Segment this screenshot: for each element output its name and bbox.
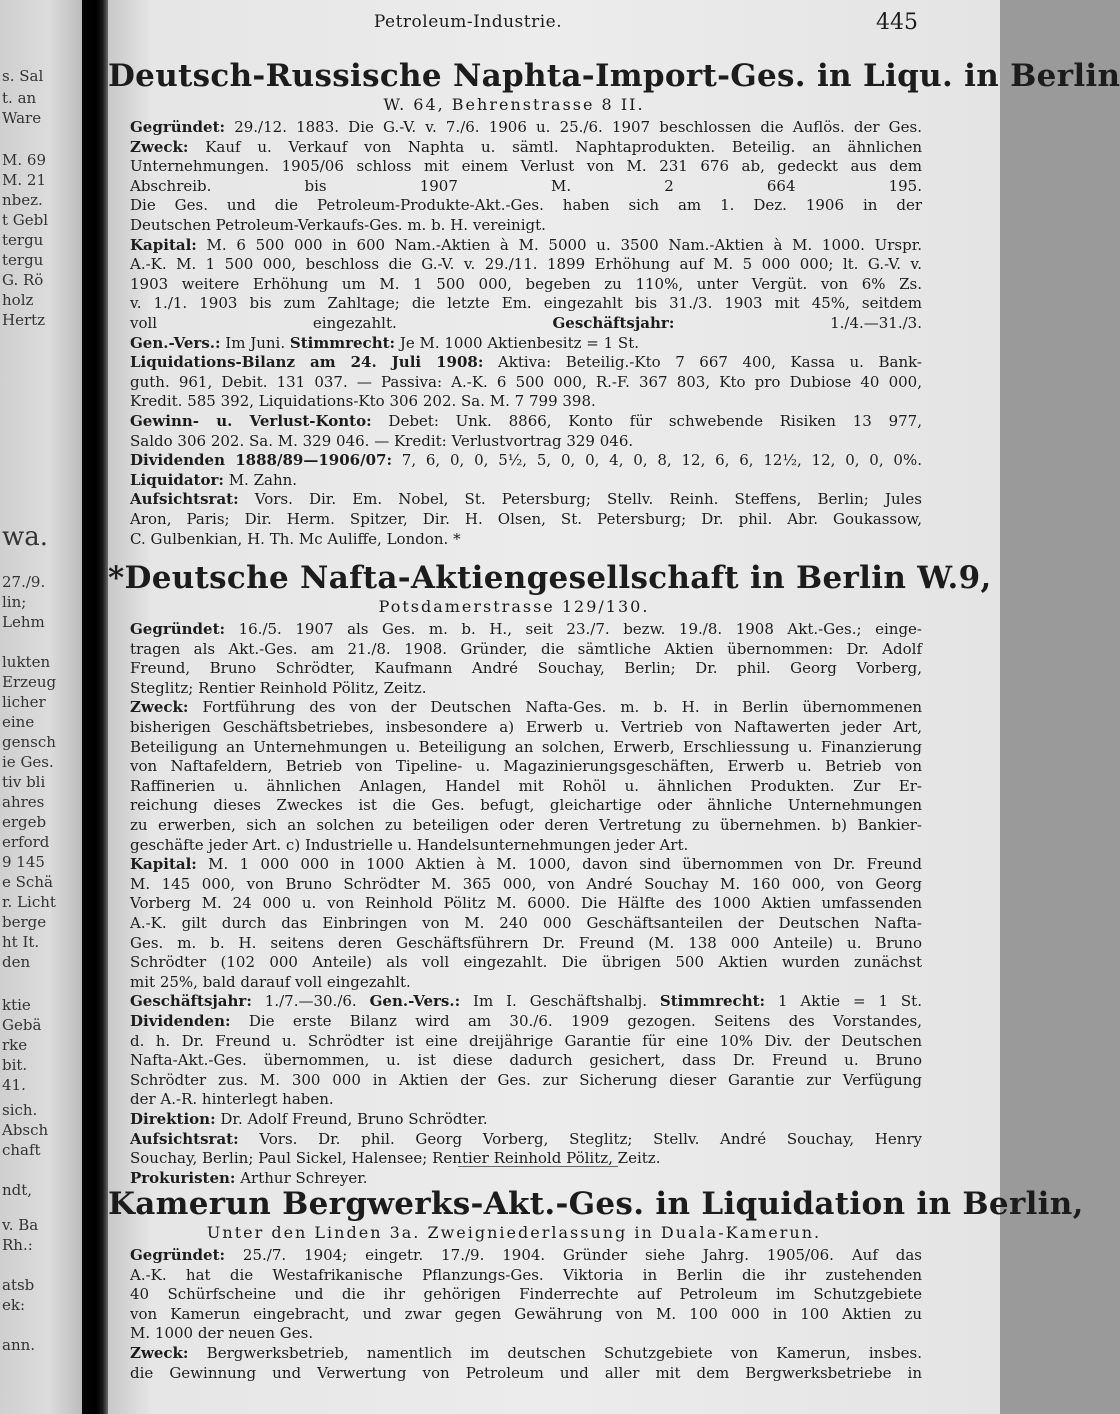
field-text: Ges. m. b. H. seitens deren Geschäftsführern Dr. Freund (M. 138 000 Anteile) u. Bruno [130,933,922,952]
field-text: 25./7. 1904; eingetr. 17./9. 1904. Gründer siehe Jahrg. 1905/06. Auf das [225,1246,922,1264]
left-page-fragment: ht It. [2,933,40,951]
field-label: Kapital: [130,235,197,254]
running-title: Petroleum-Industrie. [373,12,563,32]
field-label: Stimmrecht: [659,992,766,1011]
field-label: Stimmrecht: [289,333,396,352]
field-label: Dividenden 1888/89—1906/07: [130,451,392,470]
left-page-fragment: tergu [2,251,44,269]
text-line [130,757,922,776]
left-page-fragment: ie Ges. [2,753,54,771]
text-line [130,1110,922,1129]
field-text: Saldo 306 202. Sa. M. 329 046. — Kredit: Verlustvortrag 329 046. [130,431,634,450]
field-text: Dr. Adolf Freund, Bruno Schrödter. [215,1110,488,1128]
field-text: 16./5. 1907 als Ges. m. b. H., seit 23./7. bezw. 19./8. 1908 Akt.-Ges.; einge- [225,620,922,638]
field-text: voll eingezahlt. [130,314,397,332]
text-line [130,530,922,549]
field-label: Zweck: [130,1344,189,1362]
text-line [130,679,922,698]
field-text: bisherigen Geschäftsbetriebes, insbesondere a) Erwerb u. Vertrieb von Naftawerten jeder Art, [130,718,922,736]
field-text: 1903 weitere Erhöhung um M. 1 500 000, begeben zu 110%, unter Vergüt. von 6% Zs. [130,274,922,293]
field-text: Vors. Dr. phil. Georg Vorberg, Steglitz; Stellv. André Souchay, Henry [238,1129,922,1148]
field-text: M. 1 000 000 in 1000 Aktien à M. 1000, davon sind übernommen von Dr. Freund [196,855,922,874]
left-page-fragment: holz [2,291,34,309]
field-label: Liquidator: [130,470,224,489]
text-line [130,1324,922,1343]
text-line [130,914,922,933]
text-line [130,777,922,796]
text-line [130,796,922,815]
field-text: Raffinerien u. ähnlichen Anlagen, Handel mit Rohöl u. ähnlichen Produkten. Zur Er- [130,776,922,795]
entry-address: Unter den Linden 3a. Zweigniederlassung in Duala-Kamerun. [206,1223,822,1242]
text-line [130,992,922,1011]
left-page-fragment: Ware [2,109,42,127]
field-text: Aktiva: Beteilig.-Kto 7 667 400, Kassa u. Bank- [483,353,923,372]
left-page-fragment: ktie [2,996,31,1014]
field-label: Gewinn- u. Verlust-Konto: [130,412,372,430]
left-page-fragment: erford [2,833,50,851]
text-line [130,1246,922,1265]
left-page-fragment: r. Licht [2,893,56,911]
field-label: Geschäftsjahr: [130,992,252,1011]
text-line [130,1090,922,1109]
entry-address: Potsdamerstrasse 129/130. [378,597,650,616]
page-number: 445 [876,10,918,35]
text-line [130,196,922,215]
entry-title: Deutsch-Russische Naphta-Import-Ges. in Liqu. in Berlin [108,58,1120,94]
field-label: Aufsichtsrat: [130,1129,239,1148]
field-text: 7, 6, 0, 0, 5½, 5, 0, 0, 4, 0, 8, 12, 6, 6, 12½, 12, 0, 0, 0%. [391,451,922,470]
field-text: Souchay, Berlin; Paul Sickel, Halensee; Rentier Reinhold Pölitz, Zeitz. [130,1149,661,1168]
text-line [130,334,922,353]
field-text: Vorberg M. 24 000 u. von Reinhold Pölitz M. 6000. Die Hälfte des 1000 Aktien umfassenden [130,894,922,913]
text-line [130,314,922,333]
left-page-fragment: 9 145 [2,853,45,871]
left-page-fragment: ndt, [2,1181,33,1199]
field-text: Kauf u. Verkauf von Naphta u. sämtl. Naphtaprodukten. Beteilig. an ähnlichen [188,137,922,156]
text-line [130,471,922,490]
text-line [130,738,922,757]
left-page-fragment: t Gebl [2,211,49,229]
field-text: Nafta-Akt.-Ges. übernommen, u. ist diese dadurch gesichert, dass Dr. Freund u. Bruno [130,1051,922,1070]
text-line [130,816,922,835]
left-page-fragment: v. Ba [2,1216,39,1234]
field-text: Abschreib. bis 1907 M. 2 664 195. [130,176,922,195]
field-label: Gen.-Vers.: [369,992,461,1011]
field-label: Zweck: [130,698,189,717]
text-line [130,1071,922,1090]
field-text: die Gewinnung und Verwertung von Petroleum und aller mit dem Bergwerksbetriebe in [130,1363,922,1382]
text-line [130,216,922,235]
field-text: 1./4.—31./3. [674,314,922,332]
field-text: Freund, Bruno Schrödter, Kaufmann André Souchay, Berlin; Dr. phil. Georg Vorberg, [130,659,922,678]
text-line [130,157,922,176]
field-text: guth. 961, Debit. 131 037. — Passiva: A.-K. 6 500 000, R.-F. 367 803, Kto pro Dubiose 40 000, [130,372,922,391]
text-line [130,1051,922,1070]
field-text: A.-K. M. 1 500 000, beschloss die G.-V. v. 29./11. 1899 Erhöhung auf M. 5 000 000; lt. G.-V. v. [130,255,922,274]
field-label: Prokuristen: [130,1168,236,1187]
left-page-fragment: ann. [2,1336,36,1354]
field-text: von Naftafeldern, Betrieb von Tipeline- u. Magazinierungsgeschäften, Erwerb u. Betrieb von [130,757,922,776]
field-text: tragen als Akt.-Ges. am 21./8. 1908. Gründer, die sämtliche Aktien übernommen: Dr. Adolf [130,639,922,658]
field-text: 1./7.—30./6. [251,992,357,1011]
field-text: Die Ges. und die Petroleum-Produkte-Akt.-Ges. haben sich am 1. Dez. 1906 in der [130,196,922,215]
left-page-fragment: bit. [2,1056,28,1074]
left-page-fragment: M. 69 [2,151,46,169]
text-line [130,1285,922,1304]
left-page-fragment: e Schä [2,873,53,891]
left-page-fragment: wa. [2,522,49,552]
field-text: der A.-R. hinterlegt haben. [130,1090,334,1109]
text-line [130,118,922,137]
text-line [130,698,922,717]
text-line [130,451,922,470]
left-page-fragment: atsb [2,1276,35,1294]
left-page-fragment: t. an [2,89,37,107]
text-line [130,510,922,529]
text-line [130,659,922,678]
field-text: Schrödter (102 000 Anteile) als voll eingezahlt. Die übrigen 500 Aktien wurden zunächst [130,953,922,972]
field-text: Schrödter zus. M. 300 000 in Aktien der Ges. zur Sicherung dieser Garantie zur Verfügung [130,1070,922,1089]
field-text: v. 1./1. 1903 bis zum Zahltage; die letzte Em. eingezahlt bis 31./3. 1903 mit 45%, seitdem [130,294,922,313]
left-page-margin [0,0,82,1414]
left-page-fragment: s. Sal [2,67,44,85]
text-line [130,1130,922,1149]
text-line [130,1364,922,1383]
text-line [130,177,922,196]
text-line [130,934,922,953]
field-text: zu erwerben, sich an solchen zu beteiligen oder deren Vertretung zu übernehmen. b) Bankier- [130,816,922,834]
left-page-fragment: 27./9. [2,573,46,591]
field-text: von Kamerun eingebracht, und zwar gegen Gewährung von M. 100 000 in 100 Aktien zu [130,1304,922,1323]
text-line [130,1344,922,1363]
field-text: Aron, Paris; Dir. Herm. Spitzer, Dir. H. Olsen, St. Petersburg; Dr. phil. Abr. Goukassow, [130,510,922,528]
text-line [130,138,922,157]
text-line [130,255,922,274]
field-text: M. 145 000, von Bruno Schrödter M. 365 000, von André Souchay M. 160 000, von Georg [130,874,922,893]
running-header [108,10,1000,36]
field-text: Beteiligung an Unternehmungen u. Beteiligung an solchen, Erwerb, Erschliessung u. Finanzierung [130,737,922,756]
field-text: geschäfte jeder Art. c) Industrielle u. Handelsunternehmungen jeder Art. [130,835,689,854]
field-text: A.-K. hat die Westafrikanische Pflanzungs-Ges. Viktoria in Berlin die ihr zustehenden [130,1265,922,1284]
field-text: A.-K. gilt durch das Einbringen von M. 240 000 Geschäftsanteilen der Deutschen Nafta- [130,914,922,932]
field-text: M. Zahn. [223,470,298,489]
left-page-fragment: tergu [2,231,44,249]
left-page-fragment: ahres [2,793,45,811]
text-line [130,1266,922,1285]
field-text: Steglitz; Rentier Reinhold Pölitz, Zeitz. [130,678,427,697]
field-label: Aufsichtsrat: [130,490,239,509]
field-text: 29./12. 1883. Die G.-V. v. 7./6. 1906 u. 25./6. 1907 beschlossen die Auflös. der Ges. [225,118,922,136]
field-text: M. 6 500 000 in 600 Nam.-Aktien à M. 5000 u. 3500 Nam.-Aktien à M. 1000. Urspr. [196,235,922,254]
text-line [130,855,922,874]
field-text: Fortführung des von der Deutschen Nafta-Ges. m. b. H. in Berlin übernommenen [188,698,922,717]
left-page-fragment: G. Rö [2,271,44,289]
text-line [130,953,922,972]
field-text: Bergwerksbetrieb, namentlich im deutschen Schutzgebiete von Kamerun, insbes. [188,1344,922,1362]
text-line [130,294,922,313]
field-text: reichung dieses Zweckes ist die Ges. befugt, gleichartige oder ähnliche Unternehmungen [130,796,922,815]
text-line [130,894,922,913]
field-text: M. 1000 der neuen Ges. [130,1324,314,1343]
left-page-fragment: den [2,953,31,971]
left-page-fragment: 41. [2,1076,26,1094]
field-text: Im Juni. [220,333,286,352]
field-text: mit 25%, bald darauf voll eingezahlt. [130,972,411,991]
field-text: 40 Schürfscheine und die ihr gehörigen Finderrechte auf Petroleum im Schutzgebiete [130,1285,922,1304]
field-label: Zweck: [130,137,189,156]
text-line [130,275,922,294]
left-page-fragment: licher [2,693,46,711]
left-page-fragment: Rh.: [2,1236,33,1254]
left-page-fragment: Hertz [2,311,46,329]
field-label: Gegründet: [130,620,226,638]
field-label: Dividenden: [130,1012,231,1030]
entry-title: *Deutsche Nafta-Aktiengesellschaft in Berlin W.9, [108,560,992,596]
field-text: Im I. Geschäftshalbj. [460,992,647,1011]
text-line [130,836,922,855]
text-line [130,620,922,639]
left-page-fragment: ek: [2,1296,26,1314]
field-label: Kapital: [130,855,197,874]
text-line [130,373,922,392]
left-page-fragment: ergeb [2,813,47,831]
text-line [130,432,922,451]
text-line [130,875,922,894]
book-gutter [82,0,108,1414]
left-page-fragment: lukten [2,653,51,671]
field-text: d. h. Dr. Freund u. Schrödter ist eine dreijährige Garantie für eine 10% Div. der Deutschen [130,1031,922,1050]
field-text: Die erste Bilanz wird am 30./6. 1909 gezogen. Seitens des Vorstandes, [230,1012,922,1030]
field-label: Geschäftsjahr: [552,314,675,332]
text-line [130,973,922,992]
document-page [108,0,1120,1414]
field-text: Kredit. 585 392, Liquidations-Kto 306 202. Sa. M. 7 799 398. [130,392,596,411]
field-text: Deutschen Petroleum-Verkaufs-Ges. m. b. H. vereinigt. [130,216,546,234]
field-text: Debet: Unk. 8866, Konto für schwebende Risiken 13 977, [371,412,922,430]
left-page-fragment: berge [2,913,47,931]
entry-address: W. 64, Behrenstrasse 8 II. [383,95,645,114]
left-page-fragment: eine [2,713,35,731]
field-text: C. Gulbenkian, H. Th. Mc Auliffe, London. * [130,529,461,548]
left-page-fragment: rke [2,1036,28,1054]
left-page-fragment: nbez. [2,191,43,209]
text-line [130,718,922,737]
left-page-fragment: lin; [2,593,27,611]
left-page-fragment: Absch [2,1121,49,1139]
left-page-fragment: sich. [2,1101,38,1119]
field-label: Liquidations-Bilanz am 24. Juli 1908: [130,353,484,372]
left-page-fragment: chaft [2,1141,41,1159]
field-text: Vors. Dir. Em. Nobel, St. Petersburg; Stellv. Reinh. Steffens, Berlin; Jules [238,490,922,509]
text-line [130,392,922,411]
text-line [130,1305,922,1324]
text-line [130,640,922,659]
text-line [130,353,922,372]
text-line [130,1032,922,1051]
field-text: Je M. 1000 Aktienbesitz = 1 St. [395,333,640,352]
left-page-fragment: tiv bli [2,773,46,791]
text-line [130,1012,922,1031]
left-page-fragment: gensch [2,733,56,751]
text-line [130,412,922,431]
left-page-fragment: Erzeug [2,673,57,691]
field-label: Gegründet: [130,118,226,136]
field-label: Direktion: [130,1110,216,1128]
text-line [130,490,922,509]
left-page-fragment: Lehm [2,613,45,631]
field-text: Arthur Schreyer. [235,1168,368,1187]
left-page-fragment: M. 21 [2,171,46,189]
left-page-fragment: Gebä [2,1016,42,1034]
field-label: Gegründet: [130,1246,226,1264]
entry-title: Kamerun Bergwerks-Akt.-Ges. in Liquidation in Berlin, [108,1186,1084,1222]
section-divider [458,1166,618,1167]
field-label: Gen.-Vers.: [130,333,221,352]
field-text: 1 Aktie = 1 St. [765,992,922,1011]
text-line [130,236,922,255]
field-text: Unternehmungen. 1905/06 schloss mit einem Verlust von M. 231 676 ab, gedeckt aus dem [130,157,922,176]
